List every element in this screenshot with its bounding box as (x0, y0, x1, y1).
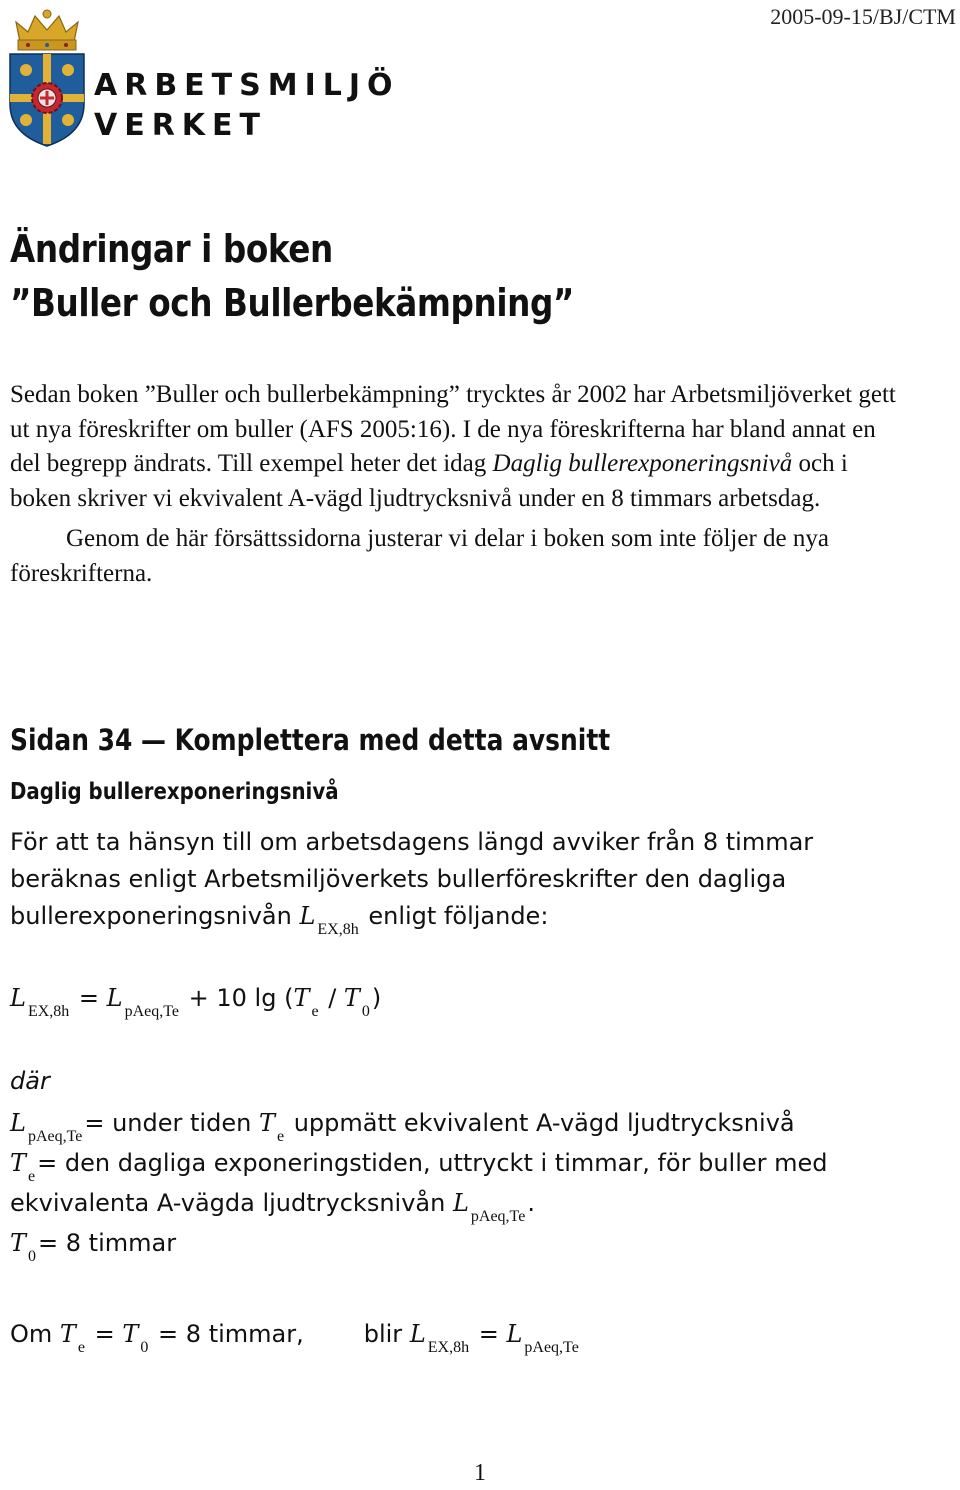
where-label: där (10, 1067, 50, 1095)
intro-paragraph-1: Sedan boken ”Buller och bullerbekämpning” trycktes år 2002 har Arbetsmiljöverket gett ut nya föreskrifter om buller (AFS 2005:16). I de nya föreskrifterna har bland annat en del begrepp ändrats. Till exempel heter det idag Daglig bullerexponeringsnivå och i boken skriver vi ekvivalent A-vägd ljudtrycksnivå under en 8 timmars arbetsdag. (10, 381, 896, 512)
section-subheading: Daglig bullerexponeringsnivå (10, 779, 339, 805)
organization-name-line2: VERKET (94, 108, 268, 143)
title-line2: ”Buller och Bullerbekämpning” (10, 281, 574, 325)
intro-paragraph-2: Genom de här försättssidorna justerar vi delar i boken som inte följer de nya föreskrifterna. (10, 525, 829, 587)
definition-te: T $_e$= den dagliga exponeringstiden, uttryckt i timmar, för buller med ekvivalenta A-vägda ljudtrycksnivån L $_{pAeq,Te}$. (10, 1149, 828, 1225)
definition-t0: T $_0$= 8 timmar (10, 1229, 177, 1265)
organization-name-line1: ARBETSMILJÖ (94, 68, 400, 103)
document-reference: 2005-09-15/BJ/CTM (770, 4, 956, 29)
gear-icon (32, 83, 62, 113)
definition-lpaeq: L $_{pAeq,Te}$= under tiden T $_e$ uppmätt ekvivalent A-vägd ljudtrycksnivå (10, 1109, 795, 1145)
title-line1: Ändringar i boken (10, 227, 333, 271)
formula: L $_{EX,8h}$ = L $_{pAeq,Te}$ + 10 lg (T $_e$ / T $_0$) (10, 984, 382, 1020)
intro-section (10, 378, 910, 591)
page-number: 1 (474, 1460, 486, 1486)
section-paragraph: För att ta hänsyn till om arbetsdagens längd avviker från 8 timmar beräknas enligt Arbetsmiljöverkets bullerföreskrifter den dagliga bullerexponeringsnivån L $_{EX,8h}$ enligt följande: (10, 828, 814, 938)
result-statement: Om T $_e$ = T $_0$ = 8 timmar, blir L $_{EX,8h}$ = L $_{pAeq,Te}$ (10, 1320, 579, 1356)
section-heading: Sidan 34 — Komplettera med detta avsnitt (10, 723, 611, 757)
document-title (10, 222, 574, 330)
crown-icon (16, 10, 78, 50)
term-italic: Daglig bullerexponeringsnivå (492, 450, 793, 477)
coat-of-arms-logo (2, 8, 92, 148)
definitions-list (10, 1105, 920, 1265)
organization-name (94, 66, 400, 146)
